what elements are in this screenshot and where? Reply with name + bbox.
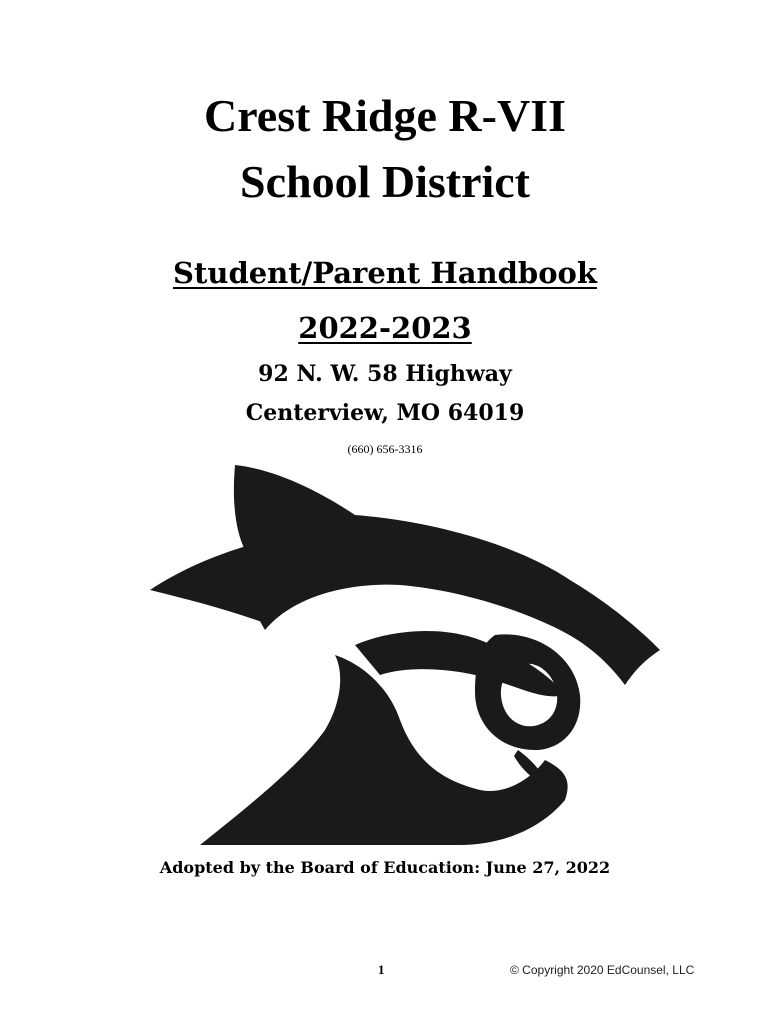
copyright-notice: © Copyright 2020 EdCounsel, LLC	[510, 963, 695, 977]
page-number: 1	[378, 962, 385, 977]
adoption-date: Adopted by the Board of Education: June 27, 2022	[159, 858, 611, 877]
phone-number: (660) 656-3316	[347, 442, 423, 456]
address-street: 92 N. W. 58 Highway	[258, 361, 512, 387]
logo-eye-ring	[475, 634, 580, 750]
district-title-line-1: Crest Ridge R-VII	[203, 90, 566, 141]
handbook-title: Student/Parent Handbook	[173, 256, 597, 290]
panther-head-logo-icon	[140, 460, 660, 845]
school-year: 2022-2023	[298, 311, 472, 345]
district-title-line-2: School District	[239, 156, 530, 207]
address-city: Centerview, MO 64019	[245, 400, 525, 426]
